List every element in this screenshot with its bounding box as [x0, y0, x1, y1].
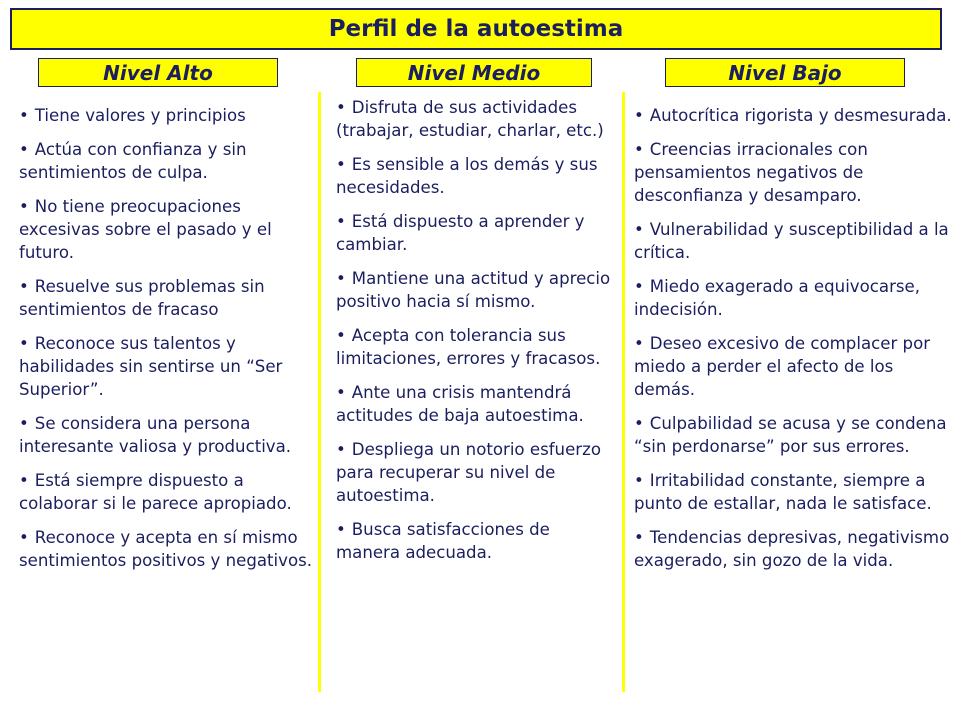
- list-item: • Tendencias depresivas, negativismo exagerado, sin gozo de la vida.: [634, 528, 950, 570]
- list-item: • Se considera una persona interesante valiosa y productiva.: [19, 414, 292, 456]
- list-item: • Reconoce y acepta en sí mismo sentimientos positivos y negativos.: [19, 528, 313, 570]
- column-divider-left: [318, 92, 321, 692]
- column-alto: [19, 104, 317, 583]
- list-item: • No tiene preocupaciones excesivas sobre el pasado y el futuro.: [19, 197, 272, 262]
- list-item: • Disfruta de sus actividades (trabajar, estudiar, charlar, etc.): [336, 98, 604, 140]
- list-item: • Vulnerabilidad y susceptibilidad a la crítica.: [634, 220, 949, 262]
- list-item: • Es sensible a los demás y sus necesidades.: [336, 155, 598, 197]
- list-item: • Tiene valores y principios: [19, 106, 246, 125]
- list-item: • Culpabilidad se acusa y se condena “sin perdonarse” por sus errores.: [634, 414, 947, 456]
- list-item: • Acepta con tolerancia sus limitaciones, errores y fracasos.: [336, 326, 601, 368]
- list-item: • Está siempre dispuesto a colaborar si le parece apropiado.: [19, 471, 292, 513]
- list-item: • Despliega un notorio esfuerzo para recuperar su nivel de autoestima.: [336, 440, 601, 505]
- column-medio: [336, 96, 612, 575]
- list-item: • Creencias irracionales con pensamientos negativos de desconfianza y desamparo.: [634, 140, 868, 205]
- level-header-alto: Nivel Alto: [38, 58, 278, 87]
- list-item: • Autocrítica rigorista y desmesurada.: [634, 106, 952, 125]
- list-item: • Miedo exagerado a equivocarse, indecisión.: [634, 277, 921, 319]
- list-item: • Reconoce sus talentos y habilidades sin sentirse un “Ser Superior”.: [19, 334, 283, 399]
- column-divider-right: [622, 92, 625, 692]
- list-item: • Actúa con confianza y sin sentimientos de culpa.: [19, 140, 247, 182]
- page-title: Perfil de la autoestima: [10, 8, 942, 50]
- list-item: • Resuelve sus problemas sin sentimientos de fracaso: [19, 277, 265, 319]
- list-item: • Irritabilidad constante, siempre a punto de estallar, nada le satisface.: [634, 471, 932, 513]
- list-item: • Deseo excesivo de complacer por miedo a perder el afecto de los demás.: [634, 334, 931, 399]
- list-item: • Está dispuesto a aprender y cambiar.: [336, 212, 585, 254]
- list-item: • Busca satisfacciones de manera adecuada.: [336, 520, 550, 562]
- level-header-bajo: Nivel Bajo: [665, 58, 905, 87]
- list-item: • Ante una crisis mantendrá actitudes de baja autoestima.: [336, 383, 584, 425]
- list-item: • Mantiene una actitud y aprecio positivo hacia sí mismo.: [336, 269, 611, 311]
- level-header-medio: Nivel Medio: [356, 58, 592, 87]
- column-bajo: [634, 104, 952, 583]
